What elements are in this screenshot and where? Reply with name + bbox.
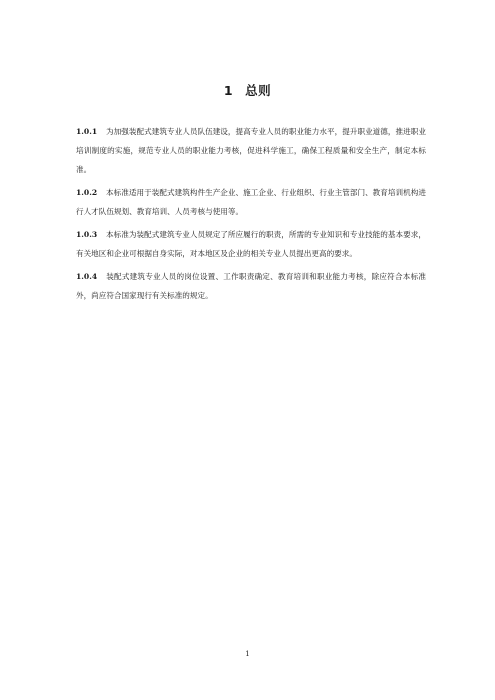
clause-text: 本标准为装配式建筑专业人员规定了所应履行的职责，所需的专业知识和专业技能的基本要求，有关地区和企业可根据自身实际，对本地区及企业的相关专业人员提出更高的要求。 xyxy=(76,230,426,258)
page-number: 1 xyxy=(245,650,250,658)
clause-number: 1.0.3 xyxy=(76,230,98,239)
chapter-number: 1 xyxy=(223,83,234,98)
chapter-body xyxy=(76,122,426,305)
clause-number: 1.0.4 xyxy=(76,272,98,281)
clause-number: 1.0.1 xyxy=(76,127,98,136)
clause-text: 本标准适用于装配式建筑构件生产企业、施工企业、行业组织、行业主管部门、教育培训机构进行人才队伍规划、教育培训、人员考核与使用等。 xyxy=(76,188,426,216)
clause-number: 1.0.2 xyxy=(76,188,98,197)
chapter-title-text: 总则 xyxy=(245,83,272,98)
chapter-title xyxy=(0,81,495,99)
clause-1-0-2 xyxy=(76,183,426,221)
clause-text: 为加强装配式建筑专业人员队伍建设，提高专业人员的职业能力水平，提升职业道德，推进职业培训制度的实施，规范专业人员的职业能力考核，促进科学施工，确保工程质量和安全生产，制定本标准。 xyxy=(76,127,426,174)
clause-1-0-4 xyxy=(76,267,426,305)
clause-1-0-1 xyxy=(76,122,426,179)
clause-1-0-3 xyxy=(76,225,426,263)
clause-text: 装配式建筑专业人员的岗位设置、工作职责确定、教育培训和职业能力考核，除应符合本标准外，尚应符合国家现行有关标准的规定。 xyxy=(76,272,426,300)
